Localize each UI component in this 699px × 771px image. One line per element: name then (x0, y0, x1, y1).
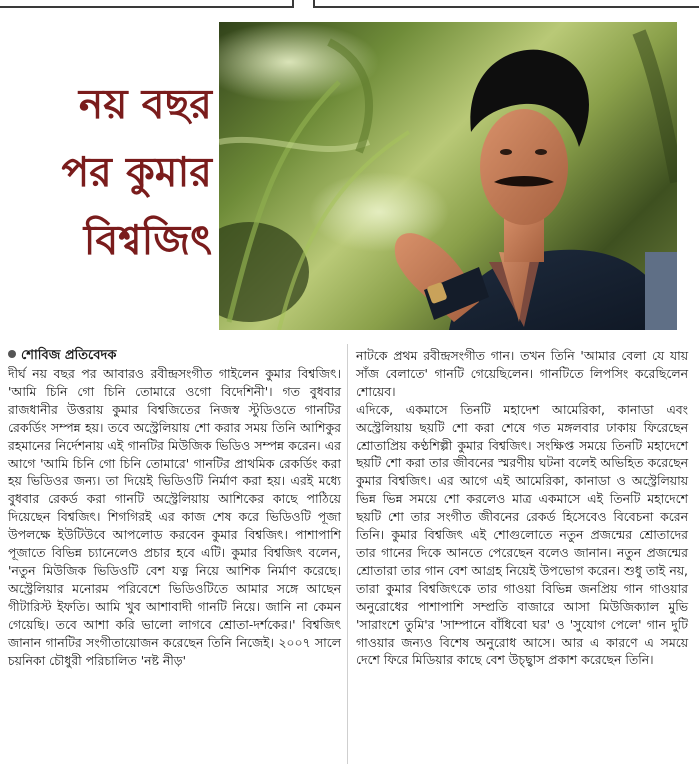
column-divider (347, 344, 348, 764)
portrait-photo (219, 22, 677, 330)
headline-line-1: নয় বছর (78, 80, 212, 128)
portrait-illustration (219, 22, 677, 330)
page-top-border (0, 0, 699, 14)
byline-text: শোবিজ প্রতিবেদক (21, 348, 117, 363)
top-rule-tick-left (292, 0, 294, 8)
article-paragraph-3: এদিকে, একমাসে তিনটি মহাদেশ আমেরিকা, কানাডা এবং অস্ট্রেলিয়ায় ছয়টি শো করা শেষে গত মঙ্গলবার ঢাকায় ফিরেছেন শ্রোতাপ্রিয় কণ্ঠশিল্পী কুমার বিশ্বজিৎ। সংক্ষিপ্ত সময়ে তিনটি মহাদেশে ছয়টি শো করা তার জীবনের স্মরণীয় ঘটনা বলেই অভিহিত করেছেন কুমার বিশ্বজিৎ। এর আগে এই আমেরিকা, কানাডা ও অস্ট্রেলিয়ায় ভিন্ন ভিন্ন সময়ে শো করলেও মাত্র একমাসে এই তিনটি মহাদেশে ছয়টি শো তার সংগীত জীবনের রেকর্ড হিসেবেও বিবেচনা করেন তিনি। কুমার বিশ্বজিৎ এই শোগুলোতে নতুন প্রজন্মের শ্রোতাদের তার গানের দিকে আনতে পেরেছেন বলেও জানান। নতুন প্রজন্মের শ্রোতারা তার গান বেশ আগ্রহ নিয়েই উপভোগ করেন। শুধু তাই নয়, তারা কুমার বিশ্বজিৎকে তার গাওয়া বিভিন্ন জনপ্রিয় গান গাওয়ার অনুরোধের পাশাপাশি সম্প্রতি বাজারে আসা মিউজিক্যাল মুভি 'সারাংশে তুমি'র 'সাম্পানে বাঁধিবো ঘর' ও 'সুযোগ পেলে' গান দুটি গাওয়ার জন্যও বিশেষ অনুরোধ আসে। আর এ কারণে এ সময়ে দেশে ফিরে মিডিয়ার কাছে বেশ উচ্ছ্বাস প্রকাশ করেছেন তিনি। (356, 401, 688, 668)
top-rule-right (313, 6, 699, 8)
top-rule-left (0, 6, 292, 8)
article-left-column (8, 365, 341, 669)
article-paragraph-2: নাটকে প্রথম রবীন্দ্রসংগীত গান। তখন তিনি 'আমার বেলা যে যায় সাঁজ বেলাতে' গানটি গেয়েছিলেন। গানটিতে লিপসিং করেছিলেন শোয়েব। (356, 348, 688, 399)
bullet-icon (8, 350, 16, 358)
byline (8, 347, 341, 365)
headline-line-3: বিশ্বজিৎ (83, 216, 212, 264)
headline (0, 70, 212, 274)
article-right-column (356, 347, 688, 669)
article-paragraph-1: দীর্ঘ নয় বছর পর আবারও রবীন্দ্রসংগীত গাইলেন কুমার বিশ্বজিৎ। 'আমি চিনি গো চিনি তোমারে ওগো বিদেশিনী'। গত বুধবার রাজধানীর উত্তরায় কুমার বিশ্বজিতের নিজস্ব স্টুডিওতে গানটির রেকর্ডিং সম্পন্ন হয়। তবে অস্ট্রেলিয়ায় শো করার সময় তিনি আশিকুর রহমানের নির্দেশনায় এই গানটির মিউজিক ভিডিও সম্পন্ন করেন। এর আগে 'আমি চিনি গো চিনি তোমারে' গানটির প্রাথমিক রেকর্ডিং করা হয় ভিডিওর জন্য। তা দিয়েই ভিডিওটি নির্মাণ করা হয়। এরই মধ্যে বুধবার রেকর্ড করা গানটি অস্ট্রেলিয়ায় আশিকের কাছে পাঠিয়ে দিয়েছেন বিশ্বজিৎ। শিগগিরই এর কাজ শেষ করে ভিডিওটি পূজা উপলক্ষে ইউটিউবে আপলোড করবেন কুমার বিশ্বজিৎ। পাশাপাশি পূজাতে বিভিন্ন চ্যানেলেও প্রচার হবে এটি। কুমার বিশ্বজিৎ বলেন, 'নতুন মিউজিক ভিডিওটি বেশ যত্ন নিয়ে আশিক নির্মাণ করেছে। অস্ট্রেলিয়ার মনোরম পরিবেশে ভিডিওটিতে আমার সঙ্গে আছেন গীটারিস্ট ইফতি। আমি খুব আশাবাদী গানটি নিয়ে। জানি না কেমন গেয়েছি। তবে আশা করি ভালো লাগবে শ্রোতা-দর্শকের।' বিশ্বজিৎ জানান গানটির সংগীতায়োজন করেছেন তিনি নিজেই। ২০০৭ সালে চয়নিকা চৌধুরী পরিচালিত 'নষ্ট নীড়' (8, 366, 341, 668)
headline-line-2: পর কুমার (61, 148, 212, 196)
